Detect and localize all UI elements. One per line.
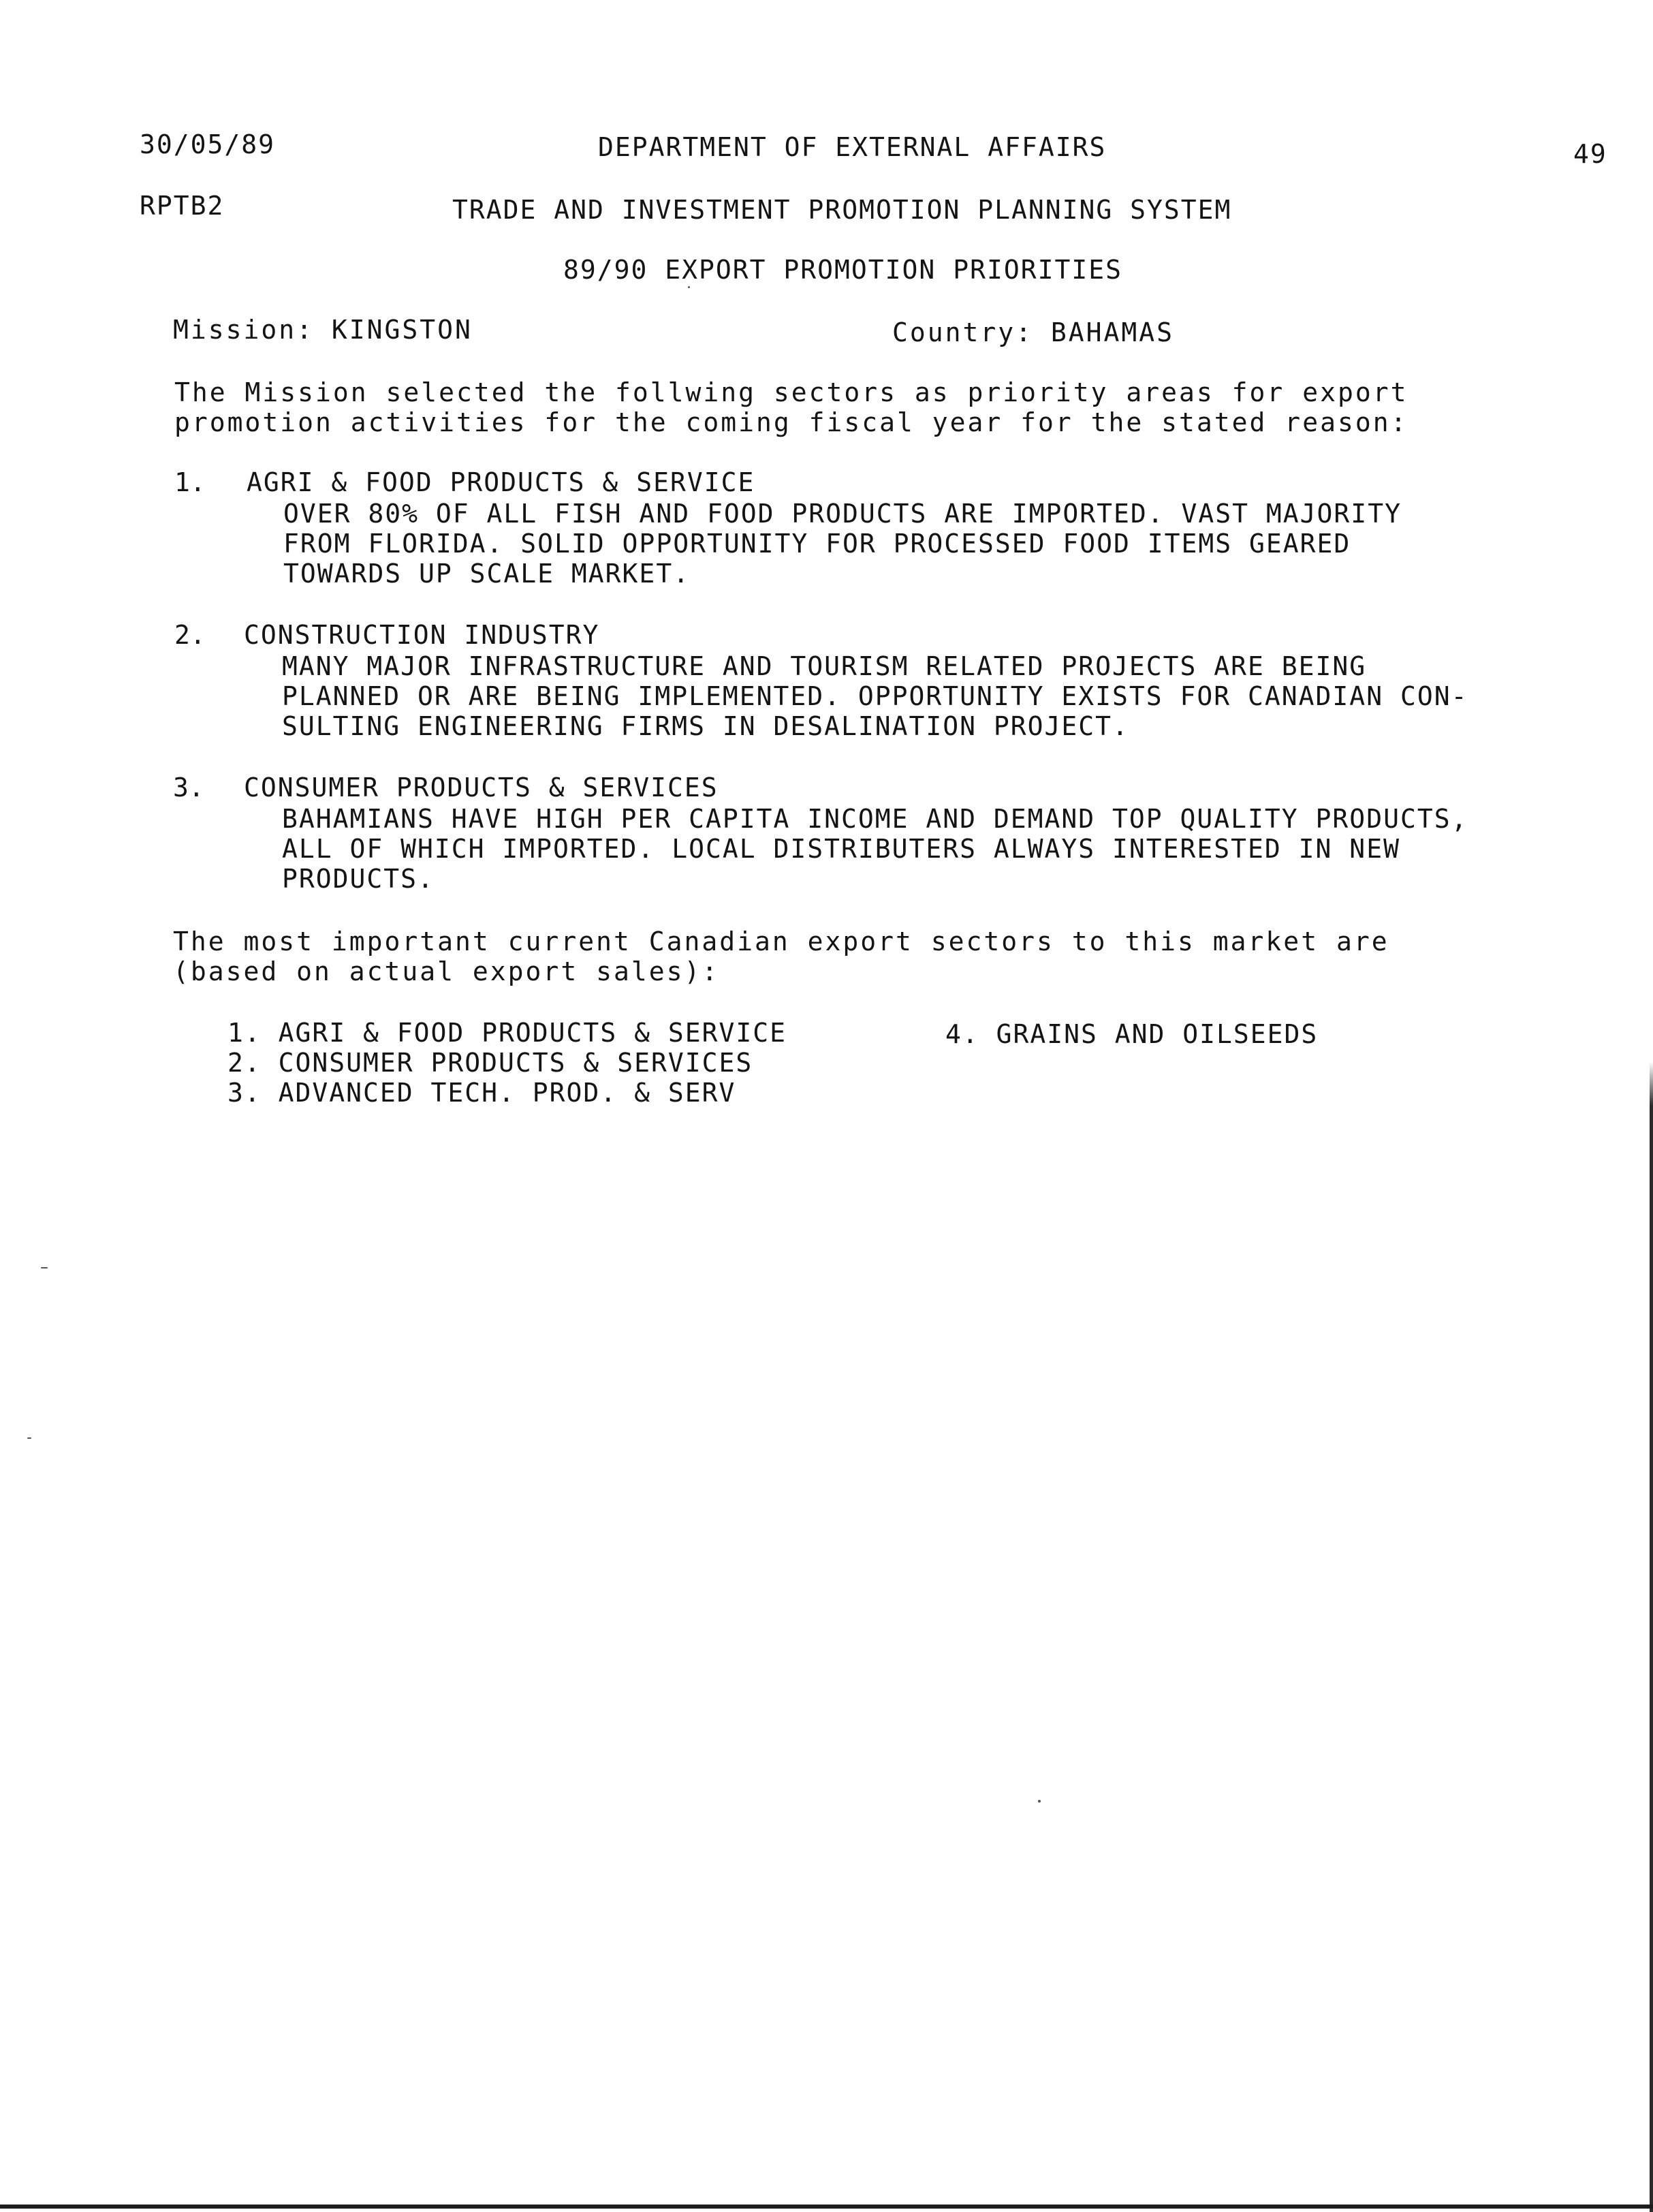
intro-line: promotion activities for the coming fiscal year for the stated reason: (174, 407, 1408, 437)
sectors-intro-line: The most important current Canadian export sectors to this market are (173, 926, 1389, 956)
priority-detail-line: SULTING ENGINEERING FIRMS IN DESALINATION PROJECT. (282, 711, 1129, 741)
department-title: DEPARTMENT OF EXTERNAL AFFAIRS (598, 132, 1107, 162)
priority-number: 1. (174, 467, 206, 497)
priority-detail-line: PRODUCTS. (282, 864, 435, 894)
sectors-intro-line: (based on actual export sales): (173, 956, 720, 986)
scan-speck (688, 286, 690, 288)
scan-speck (1038, 1800, 1041, 1803)
priority-detail-line: OVER 80% OF ALL FISH AND FOOD PRODUCTS ARE IMPORTED. VAST MAJORITY (283, 499, 1402, 529)
report-code: RPTB2 (140, 191, 225, 221)
priority-number: 3. (173, 773, 204, 803)
priority-detail-line: BAHAMIANS HAVE HIGH PER CAPITA INCOME AND DEMAND TOP QUALITY PRODUCTS, (282, 804, 1468, 834)
scan-speck (27, 1437, 31, 1439)
priority-detail-line: TOWARDS UP SCALE MARKET. (283, 559, 691, 589)
priority-number: 2. (174, 620, 206, 650)
priority-detail-line: FROM FLORIDA. SOLID OPPORTUNITY FOR PROCESSED FOOD ITEMS GEARED (283, 529, 1351, 559)
intro-line: The Mission selected the follwing sectors as priority areas for export (174, 377, 1408, 407)
sector-item: 2. CONSUMER PRODUCTS & SERVICES (227, 1048, 753, 1078)
country-label: Country: BAHAMAS (892, 317, 1175, 347)
system-title: TRADE AND INVESTMENT PROMOTION PLANNING SYSTEM (452, 195, 1232, 225)
priority-title: AGRI & FOOD PRODUCTS & SERVICE (247, 467, 755, 497)
priority-detail-line: MANY MAJOR INFRASTRUCTURE AND TOURISM RELATED PROJECTS ARE BEING (282, 651, 1367, 681)
priority-title: CONSTRUCTION INDUSTRY (244, 620, 600, 650)
priority-title: CONSUMER PRODUCTS & SERVICES (244, 773, 719, 803)
sector-item: 4. GRAINS AND OILSEEDS (945, 1019, 1319, 1049)
sector-item: 3. ADVANCED TECH. PROD. & SERV (227, 1078, 736, 1108)
page-number: 49 (1573, 139, 1607, 169)
report-date: 30/05/89 (140, 129, 276, 159)
page-edge-shadow (1650, 0, 1653, 2212)
priority-detail-line: ALL OF WHICH IMPORTED. LOCAL DISTRIBUTERS ALWAYS INTERESTED IN NEW (282, 834, 1400, 864)
report-title: 89/90 EXPORT PROMOTION PRIORITIES (563, 255, 1122, 285)
scan-speck (41, 1267, 48, 1268)
page-bottom-edge (0, 2205, 1653, 2209)
sector-item: 1. AGRI & FOOD PRODUCTS & SERVICE (227, 1018, 787, 1048)
priority-detail-line: PLANNED OR ARE BEING IMPLEMENTED. OPPORTUNITY EXISTS FOR CANADIAN CON- (282, 681, 1468, 711)
mission-label: Mission: KINGSTON (173, 315, 473, 345)
